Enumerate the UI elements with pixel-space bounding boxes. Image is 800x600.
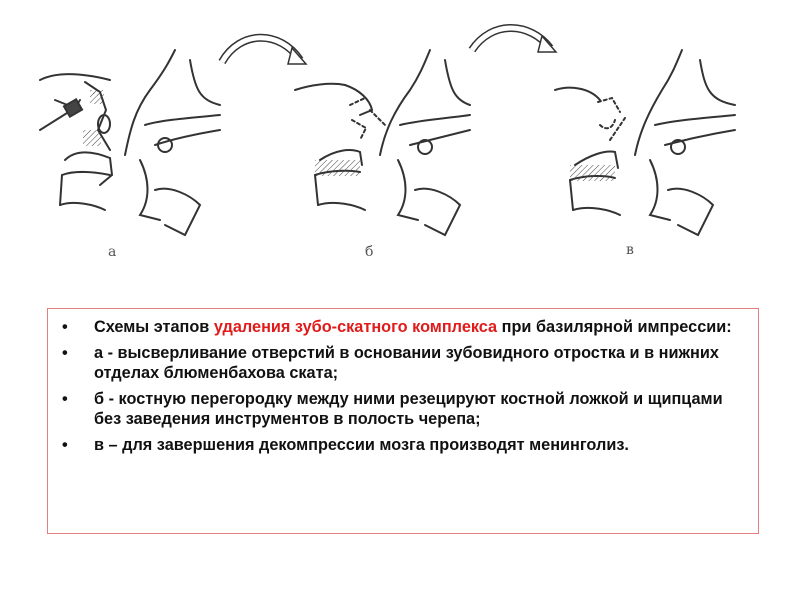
bullet-marker: • xyxy=(62,318,68,336)
panel-a-drawing xyxy=(40,50,220,235)
caption-text: а - высверливание отверстий в основании зубовидного отростка и в нижних отделах блюменбахова ската; xyxy=(94,344,719,382)
surgical-stages-figure xyxy=(0,0,800,290)
caption-box xyxy=(47,308,759,534)
caption-list xyxy=(62,317,744,455)
panel-label-b: б xyxy=(365,244,374,260)
caption-text: в – для завершения декомпрессии мозга производят менинголиз. xyxy=(94,436,629,454)
caption-text: Схемы этапов xyxy=(94,318,214,336)
panel-b-drawing xyxy=(295,50,470,235)
bullet-marker: • xyxy=(62,344,68,362)
panel-label-v: в xyxy=(626,242,634,258)
bullet-marker: • xyxy=(62,390,68,408)
caption-item xyxy=(62,389,744,429)
bullet-marker: • xyxy=(62,436,68,454)
panel-v-drawing xyxy=(555,50,735,235)
caption-item xyxy=(62,343,744,383)
caption-text: при базилярной импрессии: xyxy=(497,318,732,336)
caption-item xyxy=(62,435,744,455)
caption-text: б - костную перегородку между ними резецируют костной ложкой и щипцами без заведения инструментов в полость черепа; xyxy=(94,390,723,428)
caption-highlight: удаления зубо-скатного комплекса xyxy=(213,318,498,336)
panel-label-a: а xyxy=(108,244,117,260)
caption-item xyxy=(62,317,744,337)
